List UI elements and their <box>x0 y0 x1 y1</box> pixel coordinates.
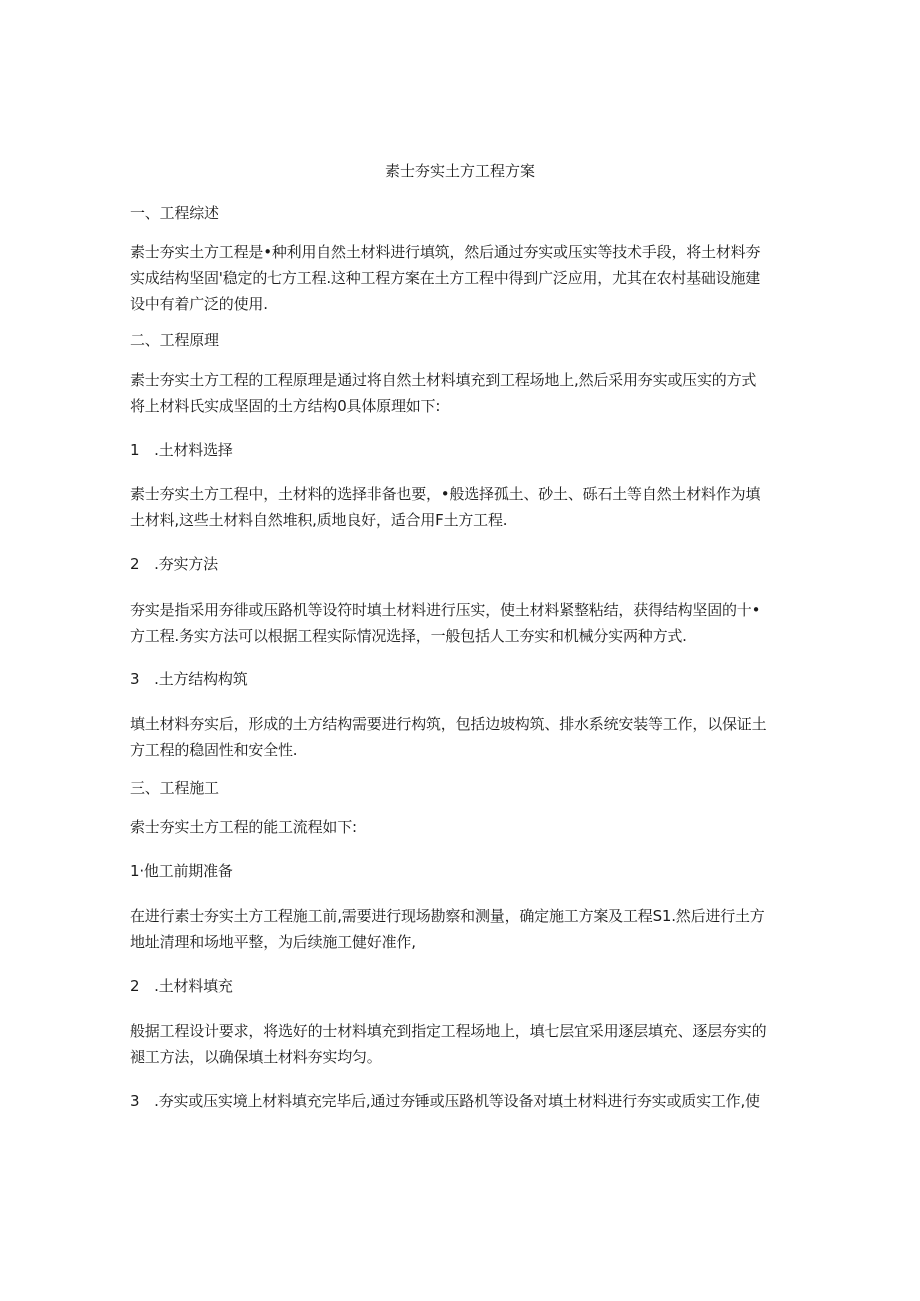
paragraph-line: 地址清理和场地平整，为后续施工健好准作, <box>130 933 416 951</box>
paragraph-line: 方工程的稳固性和安全性. <box>130 741 298 759</box>
paragraph-line: 褪工方法，以确保填土材料夯实均匀。 <box>130 1048 382 1066</box>
paragraph-line: 实成结构坚固'稳定的七方工程.这种工程方案在土方工程中得到广泛应用，尤其在农村基础设施建 <box>130 269 761 287</box>
paragraph-line: 填土材料夯实后，形成的土方结构需要进行构筑，包括边坡构筑、排水系统安装等工作，以保证土 <box>130 715 767 733</box>
subheading-preparation: 1·他工前期准备 <box>130 862 233 880</box>
paragraph-line: 在进行素士夯实土方工程施工前,需要进行现场勘察和测量，确定施工方案及工程S1.然后进行土方 <box>130 907 765 925</box>
subheading-compaction: 3 .夯实或压实境上材料填充完毕后,通过夯锤或压路机等设备对填土材料进行夯实或质实工作,使 <box>130 1092 760 1110</box>
subheading-earthwork-structure: 3 .土方结构构筑 <box>130 670 248 688</box>
paragraph-line: 素士夯实土方工程是•种利用自然土材料进行填筑，然后通过夯实或压实等技术手段，将土材料夯 <box>130 243 761 261</box>
paragraph-line: 素士夯实土方工程中，土材料的选择非备也要，•般选择孤土、砂土、砾石土等自然土材料作为填 <box>130 485 761 503</box>
paragraph-line: 方工程.务实方法可以根据工程实际情况选择，一般包括人工夯实和机械分实两种方式. <box>130 627 687 645</box>
subheading-soil-selection: 1 .土材料选择 <box>130 441 233 459</box>
paragraph-line: 将上材料氏实成坚固的土方结构0具体原理如下: <box>130 397 441 415</box>
section-heading-construction: 三、工程施工 <box>130 779 219 797</box>
page-title: 素士夯实土方工程方案 <box>384 162 535 180</box>
paragraph-line: 设中有着广泛的使用. <box>130 295 268 313</box>
subheading-soil-filling: 2 .土材料填充 <box>130 977 233 995</box>
paragraph-line: 土材料,这些土材料自然堆积,质地良好，适合用F土方工程. <box>130 511 508 529</box>
paragraph-line: 素士夯实土方工程的工程原理是通过将自然土材料填充到工程场地上,然后采用夯实或压实的方式 <box>130 371 757 389</box>
section-heading-overview: 一、工程综述 <box>130 204 219 222</box>
subheading-compaction-method: 2 .夯实方法 <box>130 555 218 573</box>
paragraph-line: 般据工程设计要求，将选好的士材料填充到指定工程场地上，填七层宜采用逐层填充、逐层夯实的 <box>130 1022 767 1040</box>
section-heading-principle: 二、工程原理 <box>130 331 219 349</box>
paragraph-line: 索士夯实土方工程的能工流程如下: <box>130 818 357 836</box>
paragraph-line: 夯实是指采用夯徘或压路机等设符时填土材料进行压实，使土材料紧整粘结，获得结构坚固的十• <box>130 601 761 619</box>
